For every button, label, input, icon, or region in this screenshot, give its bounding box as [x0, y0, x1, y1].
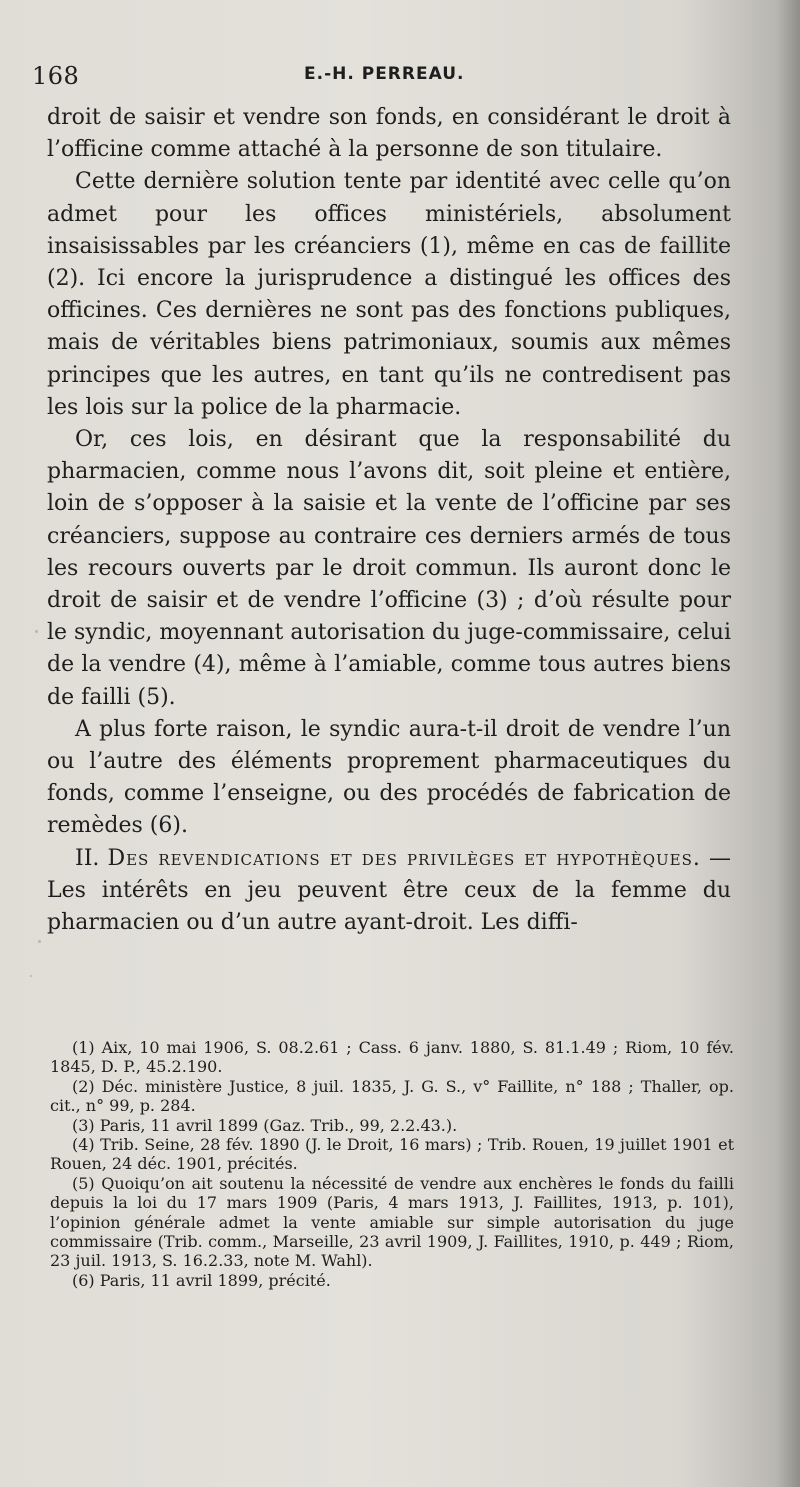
- paragraph: Cette dernière solution tente par identité avec celle qu’on admet pour les offices ministériels, absolument insaisissables par les créanciers (1), même en cas de faillite (2). Ici encore la jurisprudence a distingué les offices des officines. Ces dernières ne sont pas des fonctions publiques, mais de véritables biens patrimoniaux, soumis aux mêmes principes que les autres, en tant qu’ils ne contredisent pas les lois sur la police de la pharmacie.: [47, 169, 731, 420]
- footnote: (1) Aix, 10 mai 1906, S. 08.2.61 ; Cass. 6 janv. 1880, S. 81.1.49 ; Riom, 10 fév. 1845, D. P., 45.2.190.: [50, 1038, 734, 1077]
- page-header: [32, 62, 732, 96]
- paper-speck: [30, 975, 32, 977]
- paragraph-continued: droit de saisir et vendre son fonds, en considérant le droit à l’officine comme attaché à la personne de son titulaire.: [47, 105, 731, 163]
- page-number: 168: [32, 62, 80, 90]
- footnote: (5) Quoiqu’on ait soutenu la nécessité de vendre aux enchères le fonds du failli depuis la loi du 17 mars 1909 (Paris, 4 mars 1913, J. Faillites, 1913, p. 101), l’opinion générale admet la vente amiable sur simple autorisation du juge commissaire (Trib. comm., Marseille, 23 avril 1909, J. Faillites, 1910, p. 449 ; Riom, 23 juil. 1913, S. 16.2.33, note M. Wahl).: [50, 1173, 734, 1271]
- section-paragraph: [47, 843, 731, 940]
- section-heading: Des revendications et des privilèges et hypothèques.: [107, 845, 701, 871]
- paper-speck: [38, 940, 41, 943]
- paper-speck: [35, 630, 38, 633]
- footnote: (3) Paris, 11 avril 1899 (Gaz. Trib., 99, 2.2.43.).: [72, 1115, 458, 1135]
- main-text: [47, 102, 731, 939]
- section-number: II.: [75, 845, 100, 871]
- footnotes: [50, 1038, 734, 1290]
- paragraph: Or, ces lois, en désirant que la responsabilité du pharmacien, comme nous l’avons dit, soit pleine et entière, loin de s’opposer à la saisie et la vente de l’officine par ses créanciers, suppose au contraire ces derniers armés de tous les recours ouverts par le droit commun. Ils auront donc le droit de saisir et de vendre l’officine (3) ; d’où résulte pour le syndic, moyennant autorisation du juge-commissaire, celui de la vendre (4), même à l’amiable, comme tous autres biens de failli (5).: [47, 427, 731, 710]
- paragraph: A plus forte raison, le syndic aura-t-il droit de vendre l’un ou l’autre des éléments proprement pharmaceutiques du fonds, comme l’enseigne, ou des procédés de fabrication de remèdes (6).: [47, 716, 731, 839]
- footnote: (6) Paris, 11 avril 1899, précité.: [72, 1270, 331, 1290]
- footnote: (2) Déc. ministère Justice, 8 juil. 1835, J. G. S., v° Faillite, n° 188 ; Thaller, op. cit., n° 99, p. 284.: [50, 1076, 734, 1116]
- running-head: E.-H. PERREAU.: [304, 64, 465, 84]
- section-dash: —: [708, 845, 731, 871]
- section-text: Les intérêts en jeu peuvent être ceux de la femme du pharmacien ou d’un autre ayant-droit. Les diffi-: [47, 877, 731, 936]
- footnote: (4) Trib. Seine, 28 fév. 1890 (J. le Droit, 16 mars) ; Trib. Rouen, 19 juillet 1901 et Rouen, 24 déc. 1901, précités.: [50, 1135, 734, 1174]
